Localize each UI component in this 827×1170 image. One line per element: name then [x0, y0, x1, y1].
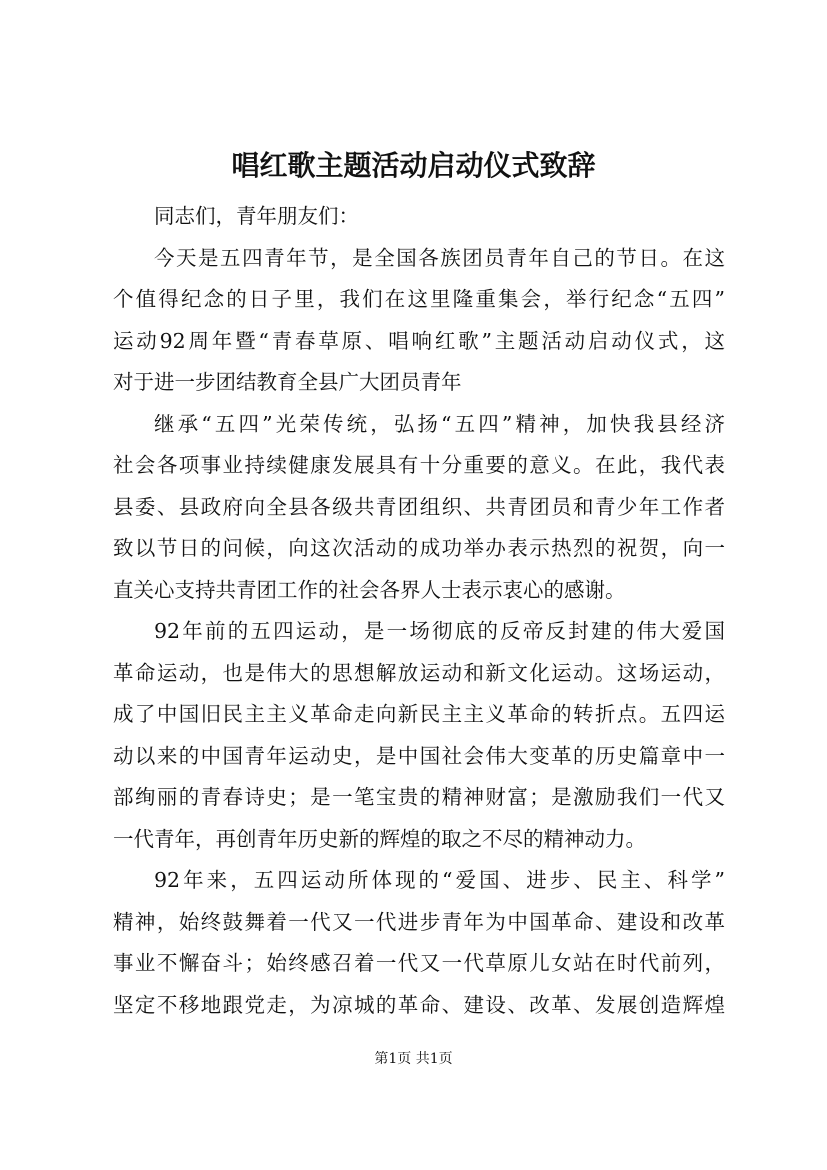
body-line: 同志们，青年朋友们： [154, 204, 359, 228]
body-line: 92年来，五四运动所体现的“爱国、进步、民主、科学” [154, 868, 725, 892]
body-line: 继承“五四”光荣传统，弘扬“五四”精神，加快我县经济 [154, 411, 725, 436]
body-line: 动以来的中国青年运动史，是中国社会伟大变革的历史篇章中一 [113, 743, 725, 768]
body-line: 一代青年，再创青年历史新的辉煌的取之不尽的精神动力。 [113, 826, 646, 851]
body-line: 个值得纪念的日子里，我们在这里隆重集会，举行纪念“五四” [113, 287, 725, 311]
body-line: 事业不懈奋斗；始终感召着一代又一代草原儿女站在时代前列， [113, 951, 725, 975]
body-line: 直关心支持共青团工作的社会各界人士表示衷心的感谢。 [113, 577, 626, 602]
body-line: 92年前的五四运动，是一场彻底的反帝反封建的伟大爱国 [154, 619, 725, 643]
body-line: 对于进一步团结教育全县广大团员青年 [113, 370, 462, 394]
body-line: 县委、县政府向全县各级共青团组织、共青团员和青少年工作者 [113, 494, 725, 519]
body-line: 社会各项事业持续健康发展具有十分重要的意义。在此，我代表 [113, 453, 725, 477]
body-line: 革命运动，也是伟大的思想解放运动和新文化运动。这场运动， [113, 660, 725, 685]
body-line: 运动92周年暨“青春草原、唱响红歌”主题活动启动仪式，这 [113, 328, 725, 353]
body-line: 精神，始终鼓舞着一代又一代进步青年为中国革命、建设和改革 [113, 909, 725, 934]
body-line: 坚定不移地跟党走，为凉城的革命、建设、改革、发展创造辉煌 [113, 992, 725, 1017]
body-line: 今天是五四青年节，是全国各族团员青年自己的节日。在这 [154, 245, 725, 270]
page-footer: 第1页 共1页 [374, 1051, 453, 1067]
body-line: 成了中国旧民主主义革命走向新民主主义革命的转折点。五四运 [113, 702, 725, 726]
document-title: 唱红歌主题活动启动仪式致辞 [231, 149, 596, 182]
body-line: 部绚丽的青春诗史；是一笔宝贵的精神财富；是激励我们一代又 [113, 785, 725, 809]
document-body [113, 196, 725, 1026]
body-line: 致以节日的问候，向这次活动的成功举办表示热烈的祝贺，向一 [113, 536, 725, 560]
